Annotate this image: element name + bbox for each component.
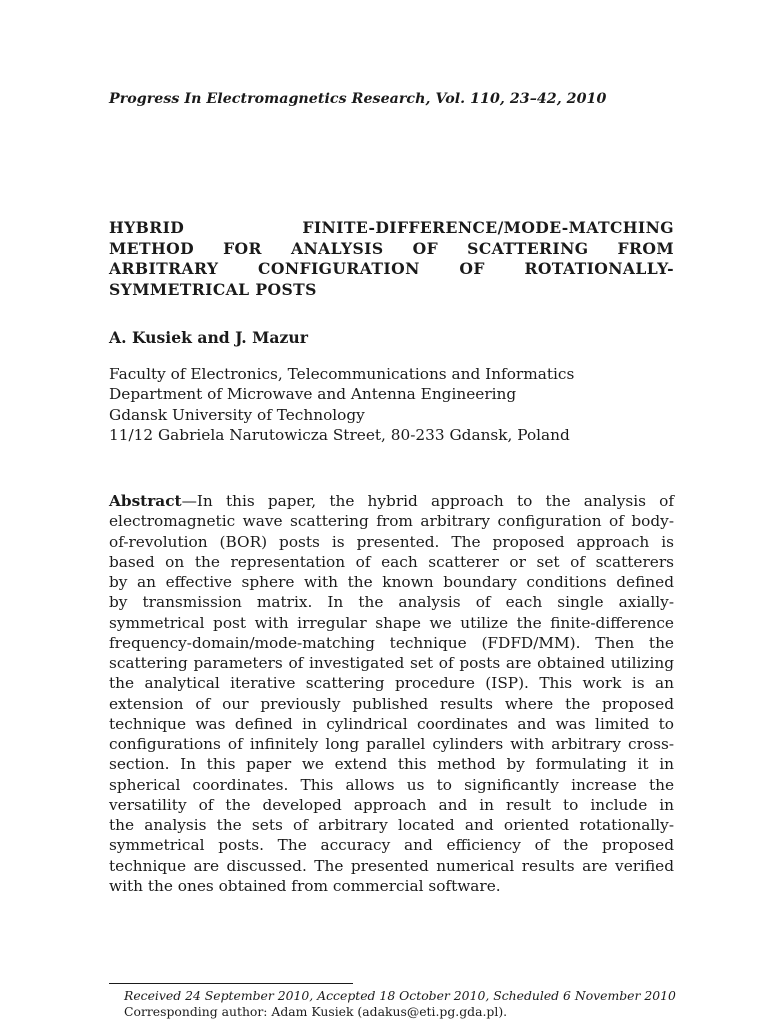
- title-line: METHOD FOR ANALYSIS OF SCATTERING FROM: [109, 238, 674, 258]
- abstract-line: the analysis the sets of arbitrary located and oriented rotationally-: [109, 816, 674, 834]
- abstract-line: spherical coordinates. This allows us to significantly increase the: [109, 775, 674, 794]
- abstract-label: Abstract: [109, 492, 182, 510]
- authors: A. Kusiek and J. Mazur: [109, 328, 308, 347]
- title-line: HYBRID FINITE-DIFFERENCE/MODE-MATCHING: [109, 218, 674, 237]
- received-dates: Received 24 September 2010, Accepted 18 October 2010, Scheduled 6 November 2010: [124, 988, 676, 1003]
- abstract-line: configurations of infinitely long parallel cylinders with arbitrary cross-: [109, 735, 674, 753]
- affiliation-line: Department of Microwave and Antenna Engineering: [109, 385, 517, 404]
- affiliation-line: Gdansk University of Technology: [109, 405, 365, 424]
- footnote-rule: [109, 983, 353, 984]
- abstract-line: electromagnetic wave scattering from arbitrary configuration of body-: [109, 512, 674, 531]
- abstract-line: symmetrical posts. The accuracy and efficiency of the proposed: [109, 836, 674, 855]
- corresponding-author: Corresponding author: Adam Kusiek (adakus@eti.pg.gda.pl).: [124, 1003, 508, 1019]
- abstract-line: by an effective sphere with the known boundary conditions defined: [109, 573, 674, 591]
- abstract-line: frequency-domain/mode-matching technique (FDFD/MM). Then the: [109, 633, 674, 652]
- abstract-line: by transmission matrix. In the analysis of each single axially-: [109, 593, 674, 612]
- journal-citation: Progress In Electromagnetics Research, Vol. 110, 23–42, 2010: [109, 91, 607, 107]
- abstract-line: symmetrical post with irregular shape we utilize the finite-difference: [109, 613, 674, 632]
- affiliation-line: Faculty of Electronics, Telecommunications and Informatics: [109, 365, 575, 383]
- abstract-line: with the ones obtained from commercial software.: [109, 876, 501, 895]
- abstract-line: extension of our previously published results where the proposed: [109, 694, 674, 713]
- abstract-line: versatility of the developed approach and in result to include in: [109, 795, 674, 814]
- abstract-line: technique was defined in cylindrical coordinates and was limited to: [109, 714, 674, 733]
- abstract-text: —In this paper, the hybrid approach to the analysis of: [181, 492, 674, 510]
- abstract-line: scattering parameters of investigated set of posts are obtained utilizing: [109, 654, 674, 672]
- abstract-line: based on the representation of each scatterer or set of scatterers: [109, 552, 674, 571]
- abstract: [109, 491, 674, 896]
- abstract-first-line: [109, 491, 674, 511]
- abstract-line: section. In this paper we extend this method by formulating it in: [109, 755, 674, 774]
- footnote: [124, 988, 676, 1019]
- paper-title: [109, 218, 674, 300]
- title-line: ARBITRARY CONFIGURATION OF ROTATIONALLY-: [109, 259, 674, 278]
- title-line: SYMMETRICAL POSTS: [109, 279, 317, 299]
- affiliation-line: 11/12 Gabriela Narutowicza Street, 80-233 Gdansk, Poland: [109, 426, 570, 445]
- abstract-line: the analytical iterative scattering procedure (ISP). This work is an: [109, 674, 674, 693]
- affiliation: [109, 364, 574, 446]
- abstract-line: technique are discussed. The presented numerical results are verified: [109, 856, 674, 875]
- abstract-line: of-revolution (BOR) posts is presented. The proposed approach is: [109, 532, 674, 551]
